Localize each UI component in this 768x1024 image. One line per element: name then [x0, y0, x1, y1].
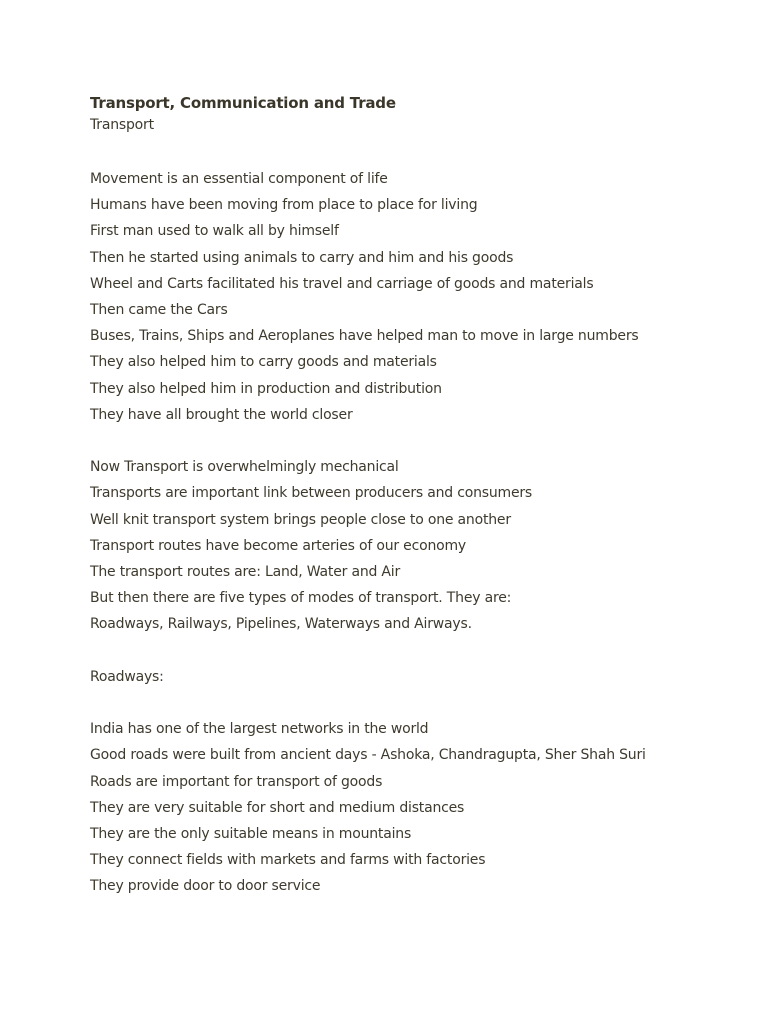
- text-line: They are the only suitable means in mountains: [90, 826, 412, 843]
- text-line: Wheel and Carts facilitated his travel and carriage of goods and materials: [90, 275, 594, 292]
- document-page: [90, 92, 750, 900]
- text-line: Transport routes have become arteries of our economy: [90, 537, 467, 554]
- text-line: Humans have been moving from place to place for living: [90, 197, 478, 214]
- text-line: They are very suitable for short and medium distances: [90, 799, 465, 816]
- text-line: Buses, Trains, Ships and Aeroplanes have helped man to move in large numbers: [90, 328, 639, 345]
- text-line: Roads are important for transport of goods: [90, 773, 383, 790]
- roadways-heading: Roadways:: [90, 668, 164, 685]
- text-line: Then came the Cars: [90, 302, 228, 319]
- text-line: Now Transport is overwhelmingly mechanical: [90, 459, 399, 476]
- text-line: Then he started using animals to carry and him and his goods: [90, 249, 514, 266]
- text-line: Well knit transport system brings people close to one another: [90, 511, 511, 528]
- text-line: Transports are important link between producers and consumers: [90, 485, 533, 502]
- section-3: [90, 716, 750, 899]
- text-line: They also helped him to carry goods and materials: [90, 354, 437, 371]
- text-line: Good roads were built from ancient days - Ashoka, Chandragupta, Sher Shah Suri: [90, 747, 646, 764]
- text-line: The transport routes are: Land, Water and Air: [90, 564, 401, 581]
- text-line: Roadways, Railways, Pipelines, Waterways and Airways.: [90, 616, 472, 633]
- section-1: [90, 166, 750, 428]
- text-line: First man used to walk all by himself: [90, 223, 339, 240]
- text-line: They have all brought the world closer: [90, 406, 353, 423]
- text-line: But then there are five types of modes of transport. They are:: [90, 590, 512, 607]
- document-subtitle: Transport: [90, 117, 154, 133]
- text-line: They connect fields with markets and farms with factories: [90, 852, 486, 869]
- text-line: India has one of the largest networks in the world: [90, 721, 429, 738]
- text-line: Movement is an essential component of life: [90, 171, 388, 187]
- document-title: Transport, Communication and Trade: [90, 94, 396, 112]
- text-line: They provide door to door service: [90, 878, 321, 895]
- section-2: [90, 454, 750, 637]
- text-line: They also helped him in production and distribution: [90, 380, 442, 397]
